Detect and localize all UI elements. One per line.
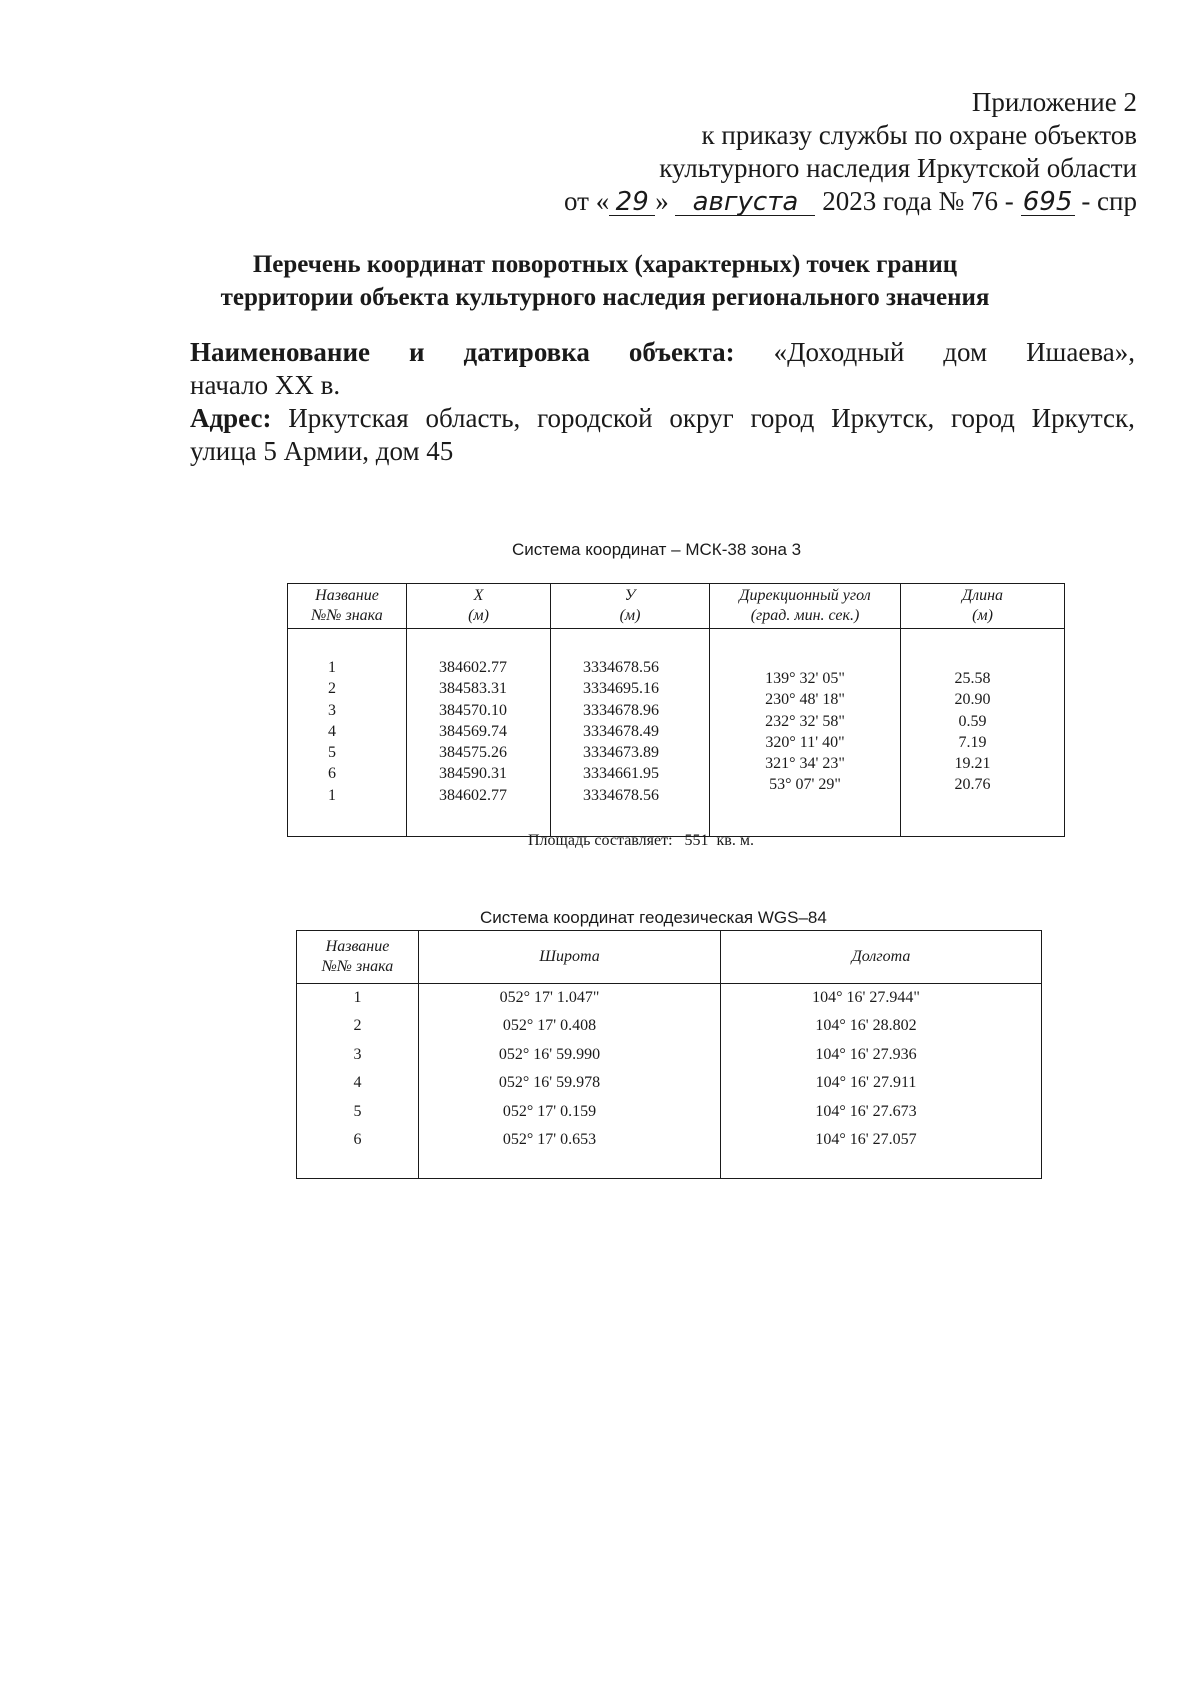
length-value: 0.59 (958, 712, 987, 730)
point-name: 2 (328, 680, 336, 698)
appendix-line-2: к приказу службы по охране объектов (701, 120, 1137, 150)
angle-value: 53° 07' 29" (769, 776, 841, 794)
object-value-word: «Доходный (773, 337, 905, 367)
point-name: 1 (328, 786, 336, 804)
table1-caption: Система координат – МСК-38 зона 3 (512, 540, 802, 559)
appendix-line-3: культурного наследия Иркутской области (659, 153, 1137, 183)
document-title (120, 248, 1090, 314)
angle-value: 230° 48' 18" (765, 691, 845, 709)
y-value: 3334678.56 (583, 786, 659, 804)
order-number-handwritten: 695 (1021, 189, 1075, 216)
y-value: 3334673.89 (583, 744, 659, 762)
table1-names-cell (288, 629, 407, 837)
object-label-word: и (408, 337, 425, 367)
table1-header-length: Длина (м) (901, 584, 1065, 629)
date-month-handwritten: августа (675, 189, 815, 216)
table2-names-cell (297, 984, 419, 1179)
point-name: 6 (353, 1131, 362, 1149)
object-line-1 (190, 336, 1135, 369)
appendix-date-line (564, 185, 1137, 218)
appendix-line-1: Приложение 2 (971, 87, 1137, 117)
table1-y-cell (551, 629, 710, 837)
address-label: Адрес: (190, 403, 272, 433)
x-value: 384602.77 (439, 786, 507, 804)
table2-caption: Система координат геодезическая WGS–84 (480, 908, 827, 927)
longitude-value: 104° 16' 27.911 (815, 1074, 917, 1092)
point-name: 3 (328, 701, 336, 719)
angle-value: 139° 32' 05" (765, 670, 845, 687)
length-value: 25.58 (954, 670, 991, 687)
table1-header-row (288, 584, 1065, 629)
point-name: 1 (353, 989, 362, 1006)
x-value: 384575.26 (439, 744, 507, 762)
table2-lon-cell (721, 984, 1042, 1179)
address-line-1 (190, 402, 1135, 435)
wgs84-coordinates-table (296, 930, 1042, 1179)
latitude-value: 052° 16' 59.990 (498, 1045, 601, 1063)
longitude-value: 104° 16' 27.936 (815, 1045, 917, 1063)
address-word: Иркутская (288, 403, 409, 433)
y-value: 3334695.16 (583, 680, 659, 698)
longitude-value: 104° 16' 27.057 (815, 1131, 917, 1149)
point-name: 5 (353, 1102, 362, 1120)
address-word: область, (425, 403, 521, 433)
table1-data-row (288, 629, 1065, 837)
table1-header-x: X (м) (407, 584, 551, 629)
longitude-value: 104° 16' 27.944" (812, 989, 920, 1006)
latitude-value: 052° 17' 0.408 (502, 1017, 597, 1035)
table1-x-cell (407, 629, 551, 837)
date-day-handwritten: 29 (609, 189, 655, 216)
address-word: город (951, 403, 1015, 433)
address-word: округ (669, 403, 734, 433)
table1-header-angle: Дирекционный угол (град. мин. сек.) (710, 584, 901, 629)
angle-value: 320° 11' 40" (765, 733, 845, 751)
x-value: 384570.10 (439, 701, 507, 719)
length-value: 7.19 (958, 733, 987, 751)
x-value: 384569.74 (439, 722, 507, 740)
msk38-coordinates-table (287, 583, 1065, 837)
point-name: 1 (328, 659, 336, 676)
latitude-value: 052° 17' 0.653 (502, 1131, 597, 1149)
point-name: 2 (353, 1017, 362, 1035)
latitude-value: 052° 16' 59.978 (498, 1074, 601, 1092)
title-line-1: Перечень координат поворотных (характерных) точек границ (252, 251, 958, 278)
table2-header-lon: Долгота (721, 931, 1042, 984)
table1-length-cell (901, 629, 1065, 837)
object-label-word: объекта: (628, 337, 735, 367)
table2-header-row (297, 931, 1042, 984)
latitude-value: 052° 17' 1.047" (499, 989, 600, 1006)
table2-lat-cell (419, 984, 721, 1179)
point-name: 5 (328, 744, 336, 762)
address-field (190, 402, 1135, 468)
object-value-word: Ишаева», (1026, 337, 1135, 367)
area-value: 551 (684, 832, 709, 849)
x-value: 384602.77 (439, 659, 507, 676)
object-name-field (190, 336, 1135, 402)
object-label-word: Наименование (190, 337, 370, 367)
y-value: 3334678.56 (583, 659, 659, 676)
longitude-value: 104° 16' 28.802 (815, 1017, 917, 1035)
object-label-word: датировка (463, 337, 590, 367)
y-value: 3334678.96 (583, 701, 659, 719)
table1-header-name: Название №№ знака (288, 584, 407, 629)
latitude-value: 052° 17' 0.159 (502, 1102, 597, 1120)
date-mid: » (655, 186, 669, 216)
point-name: 3 (353, 1045, 362, 1063)
angle-value: 232° 32' 58" (765, 712, 845, 730)
table2-header-lat: Широта (419, 931, 721, 984)
length-value: 20.90 (954, 691, 991, 709)
area-line (528, 832, 754, 850)
address-line-2: улица 5 Армии, дом 45 (190, 436, 454, 466)
x-value: 384590.31 (439, 765, 507, 783)
longitude-value: 104° 16' 27.673 (815, 1102, 917, 1120)
point-name: 6 (328, 765, 336, 783)
title-line-2: территории объекта культурного наследия регионального значения (220, 284, 990, 311)
area-label: Площадь составляет: (528, 832, 673, 849)
address-word: городской (537, 403, 653, 433)
address-word: город (750, 403, 815, 433)
table1-header-y: У (м) (551, 584, 710, 629)
table2-header-name: Название №№ знака (297, 931, 419, 984)
appendix-header (564, 86, 1137, 218)
point-name: 4 (328, 722, 336, 740)
object-value-line-2: начало XX в. (190, 370, 341, 400)
address-word: Иркутск, (831, 403, 935, 433)
x-value: 384583.31 (439, 680, 507, 698)
date-year-text: 2023 года № 76 - (822, 186, 1014, 216)
y-value: 3334678.49 (583, 722, 659, 740)
y-value: 3334661.95 (583, 765, 659, 783)
date-prefix: от « (564, 186, 610, 216)
point-name: 4 (353, 1074, 362, 1092)
order-suffix: - спр (1081, 186, 1137, 216)
length-value: 20.76 (954, 776, 991, 794)
angle-value: 321° 34' 23" (765, 755, 845, 773)
address-word: Иркутск, (1031, 403, 1135, 433)
length-value: 19.21 (954, 755, 991, 773)
area-unit: кв. м. (716, 832, 754, 849)
table2-data-row (297, 984, 1042, 1179)
table1-angle-cell (710, 629, 901, 837)
object-value-word: дом (943, 337, 988, 367)
